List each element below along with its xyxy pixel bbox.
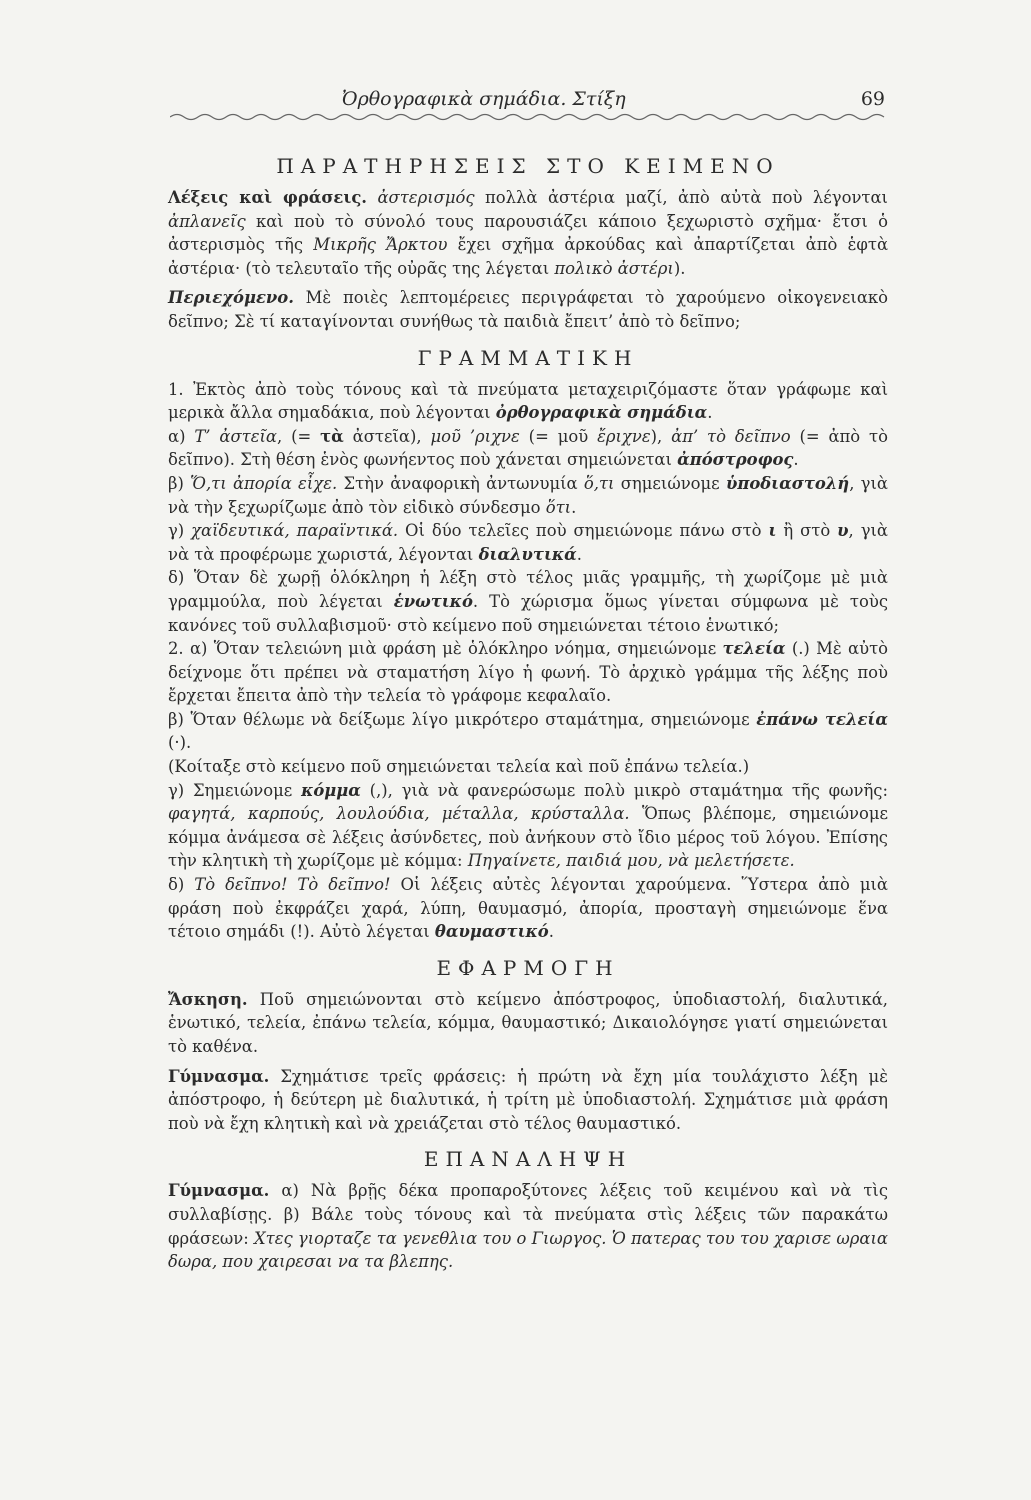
example: Τ’ ἀστεῖα [194,426,277,446]
grammar-item-2c [168,779,888,873]
term-aplaneis: ἀπλανεῖς [168,211,246,231]
text-segment: Ὅπως βλέπομε, σημειώνομε κόμμα ἀνάμεσα σὲ λέξεις ἀσύνδετες, ποὺ ἀνήκουν στὸ ἴδιο μέρος τοῦ λόγου. Ἐπίσης τὴν κλητικὴ τὴ χωρίζομε μὲ κόμμα: [168,804,888,871]
text-segment: α) [168,426,195,446]
wavy-rule [170,112,885,122]
example: Πηγαίνετε, παιδιά μου, νὰ μελετήσετε. [467,851,795,871]
text-segment: , γιὰ νὰ τὰ προφέρωμε χωριστά, λέγονται [168,521,888,564]
text-segment: 2. α) Ὅταν τελειώνη μιὰ φράση μὲ ὁλόκληρο νόημα, σημειώνομε [168,639,723,659]
text-segment: Στὴν ἀναφορικὴ ἀντωνυμία [337,473,584,493]
example: φαγητά, καρπούς, λουλούδια, μέταλλα, κρύσταλλα. [168,804,630,824]
section-title-remarks: ΠΑΡΑΤΗΡΗΣΕΙΣ ΣΤΟ ΚΕΙΜΕΝΟ [276,154,780,178]
text-segment: , (= [277,426,321,446]
example: ὅτι [545,497,572,517]
example: Χτες γιορταζε τα γενεθλια του ο Γιωργος. Ὁ πατερας του του χαρισε ωραια δωρα, που χαιρεσαι να τα βλεπης. [168,1228,888,1272]
example: μοῦ ’ριχνε [430,426,520,446]
text-segment: ἢ στὸ [776,521,838,541]
text-segment: (,), γιὰ νὰ φανερώσωμε πολὺ μικρὸ σταμάτημα τῆς φωνῆς: [360,780,888,800]
term-komma: κόμμα [301,780,361,800]
paragraph-words-phrases [168,186,888,280]
text-segment: . [548,922,554,942]
text-segment: πολλὰ ἀστέρια μαζί, ἀπὸ αὐτὰ ποὺ λέγονται [474,188,888,207]
example: Ὅ,τι ἀπορία εἶχε. [190,473,338,493]
text-segment: Σχημάτισε τρεῖς φράσεις: ἡ πρώτη νὰ ἔχη μία τουλάχιστο λέξη μὲ ἀπόστροφο, ἡ δεύτερη μὲ διαλυτικά, ἡ τρίτη μὲ ὑποδιαστολή. Σχημάτισε μιὰ φράση ποὺ νὰ ἔχη κλητικὴ καὶ νὰ χρειάζεται στὸ τέλος θαυμαστικό. [168,1066,888,1133]
grammar-note: (Κοίταξε στὸ κείμενο ποῦ σημειώνεται τελεία καὶ ποῦ ἐπάνω τελεία.) [168,757,750,777]
example: ἔριχνε [597,426,651,446]
text-segment: δ) [168,875,195,895]
letter-ypsilon: υ [837,521,849,541]
letter-iota: ι [768,521,777,541]
text-segment: ). [673,258,686,278]
term-thavmastiko: θαυμαστικό [434,922,549,942]
text-segment: Ποῦ σημειώνονται στὸ κείμενο ἀπόστροφος, ὑποδιαστολή, διαλυτικά, ἑνωτικό, τελεία, ἐπάνω τελεία, κόμμα, θαυμαστικό; Δικαιολόγησε γιατί σημειώνεται τὸ καθένα. [168,989,888,1056]
grammar-item-1b [168,472,888,519]
text-segment: . [571,497,577,517]
text-segment: τὰ [320,426,344,446]
page-content [168,152,888,1274]
example: Τὸ δεῖπνο! Τὸ δεῖπνο! [194,875,391,895]
grammar-item-2b [168,708,888,755]
text-segment: α) Νὰ βρῇς δέκα προπαροξύτονες λέξεις τοῦ κειμένου καὶ νὰ τὶς συλλαβίσῃς. β) Βάλε τοὺς τόνους καὶ τὰ πνεύματα στὶς λέξεις τῶν παρακάτω φράσεων: [168,1181,888,1248]
term-poliko-asteri: πολικὸ ἀστέρι [549,258,674,278]
term-teleia: τελεία [722,639,786,659]
text-segment: 1. Ἐκτὸς ἀπὸ τοὺς τόνους καὶ τὰ πνεύματα μεταχειριζόμαστε ὅταν γράφωμε καὶ μερικὰ ἄλλα σημαδάκια, ποὺ λέγονται [168,379,888,423]
term-dialytika: διαλυτικά [478,544,577,564]
grammar-item-1 [168,378,888,425]
text-segment: (= ἀπὸ τὸ δεῖπνο). Στὴ θέση ἑνὸς φωνήεντος ποὺ χάνεται σημειώνεται [168,426,888,470]
section-title-grammar: ΓΡΑΜΜΑΤΙΚΗ [417,345,639,370]
paragraph-content [168,286,888,333]
wavy-rule-line [170,115,884,120]
text-segment: καὶ ποὺ τὸ σύνολό τους παρουσιάζει κάποιο ξεχωριστὸ σχῆμα· ἔτσι ὁ ἀστερισμὸς τῆς [168,211,888,255]
text-segment: σημειώνομε [614,473,726,493]
term-apostrophe: ἀπόστροφος [677,450,794,470]
text-segment: Μὲ ποιὲς λεπτομέρειες περιγράφεται τὸ χαρούμενο οἰκογενειακὸ δεῖπνο; Σὲ τί καταγίνονται συνήθως τὰ παιδιὰ ἔπειτ’ ἀπὸ τὸ δεῖπνο; [168,288,888,331]
text-segment: (= μοῦ [519,426,598,446]
grammar-item-2d [168,873,888,944]
example: χαϊδευτικά, παραϊντικά. [191,521,399,541]
text-segment: (·). [168,733,192,753]
section-title-revision: ΕΠΑΝΑΛΗΨΗ [423,1147,633,1172]
text-segment: β) [168,473,191,493]
text-segment: ἔχει σχῆμα ἀρκούδας καὶ ἀπαρτίζεται ἀπὸ ἑφτὰ ἀστέρια· (τὸ τελευταῖο τῆς οὐρᾶς της λέγεται [168,235,889,278]
revision-gymnasma [168,1179,888,1273]
example: ὅ,τι [583,473,615,493]
text-segment: γ) Σημειώνομε [168,780,302,800]
text-segment: Οἱ δύο τελεῖες ποὺ σημειώνομε πάνω στὸ [398,521,769,541]
grammar-item-1c [168,519,888,566]
term-epano-teleia: ἐπάνω τελεία [756,709,888,729]
section-title-application: ΕΦΑΡΜΟΓΗ [436,955,620,980]
text-segment: , γιὰ νὰ τὴν ξεχωρίζωμε ἀπὸ τὸν εἰδικὸ σύνδεσμο [168,473,888,517]
exercise-gymnasma [168,1065,888,1136]
grammar-item-1d [168,566,888,637]
text-segment: (.) Μὲ αὐτὸ δείχνομε ὅτι πρέπει νὰ σταματήση λίγο ἡ φωνή. Τὸ ἀρχικὸ γράμμα τῆς λέξης ποὺ ἔρχεται ἔπειτα ἀπὸ τὴν τελεία τὸ γράφομε κεφαλαῖο. [168,639,888,706]
example: ἀπ’ τὸ δεῖπνο [671,426,791,446]
text-segment: . [793,450,799,470]
grammar-item-2a [168,637,888,708]
text-segment: δ) Ὅταν δὲ χωρῇ ὁλόκληρη ἡ λέξη στὸ τέλος μιᾶς γραμμῆς, τὴ χωρίζομε μὲ μιὰ γραμμούλα, ποὺ λέγεται [168,568,888,611]
text-segment: Οἱ λέξεις αὐτὲς λέγονται χαρούμενα. Ὕστερα ἀπὸ μιὰ φράση ποὺ ἐκφράζει χαρά, λύπη, θαυμασμό, ἀπορία, προσταγὴ σημειώνομε ἕνα τέτοιο σημάδι (!). Αὐτὸ λέγεται [168,875,888,942]
label-content: Περιεχόμενο. [168,288,294,308]
exercise-askisi [168,988,888,1059]
term-ypodiastoli: ὑποδιαστολή [725,473,850,493]
term-mikri-arktos: Μικρῆς Ἄρκτου [303,235,448,255]
page-header [170,88,885,122]
text-segment: . [707,403,713,423]
text-segment: . [576,544,582,564]
label-words-phrases: Λέξεις καὶ φράσεις. [168,188,368,207]
term-enotiko: ἑνωτικό [393,591,473,611]
running-head: Ὀρθογραφικὰ σημάδια. Στίξη [342,88,626,110]
text-segment: ), [650,426,672,446]
text-segment: ἀστεῖα), [343,426,431,446]
term-orthographic-marks: ὀρθογραφικὰ σημάδια [495,403,708,423]
text-segment: β) Ὅταν θέλωμε νὰ δείξωμε λίγο μικρότερο σταμάτημα, σημειώνομε [168,709,757,729]
text-segment: γ) [168,521,192,541]
term-asterismos: ἀστερισμός [367,188,475,207]
label-gymnasma: Γύμνασμα. [168,1066,270,1086]
text-segment: . Τὸ χώρισμα ὅμως γίνεται σύμφωνα μὲ τοὺς κανόνες τοῦ συλλαβισμοῦ· στὸ κείμενο ποῦ σημειώνεται τέτοιο ἑνωτικό; [168,591,888,635]
label-gymnasma: Γύμνασμα. [168,1181,270,1201]
grammar-item-1a [168,425,888,472]
page-number: 69 [860,88,885,110]
label-askisi: Ἄσκηση. [168,989,248,1009]
